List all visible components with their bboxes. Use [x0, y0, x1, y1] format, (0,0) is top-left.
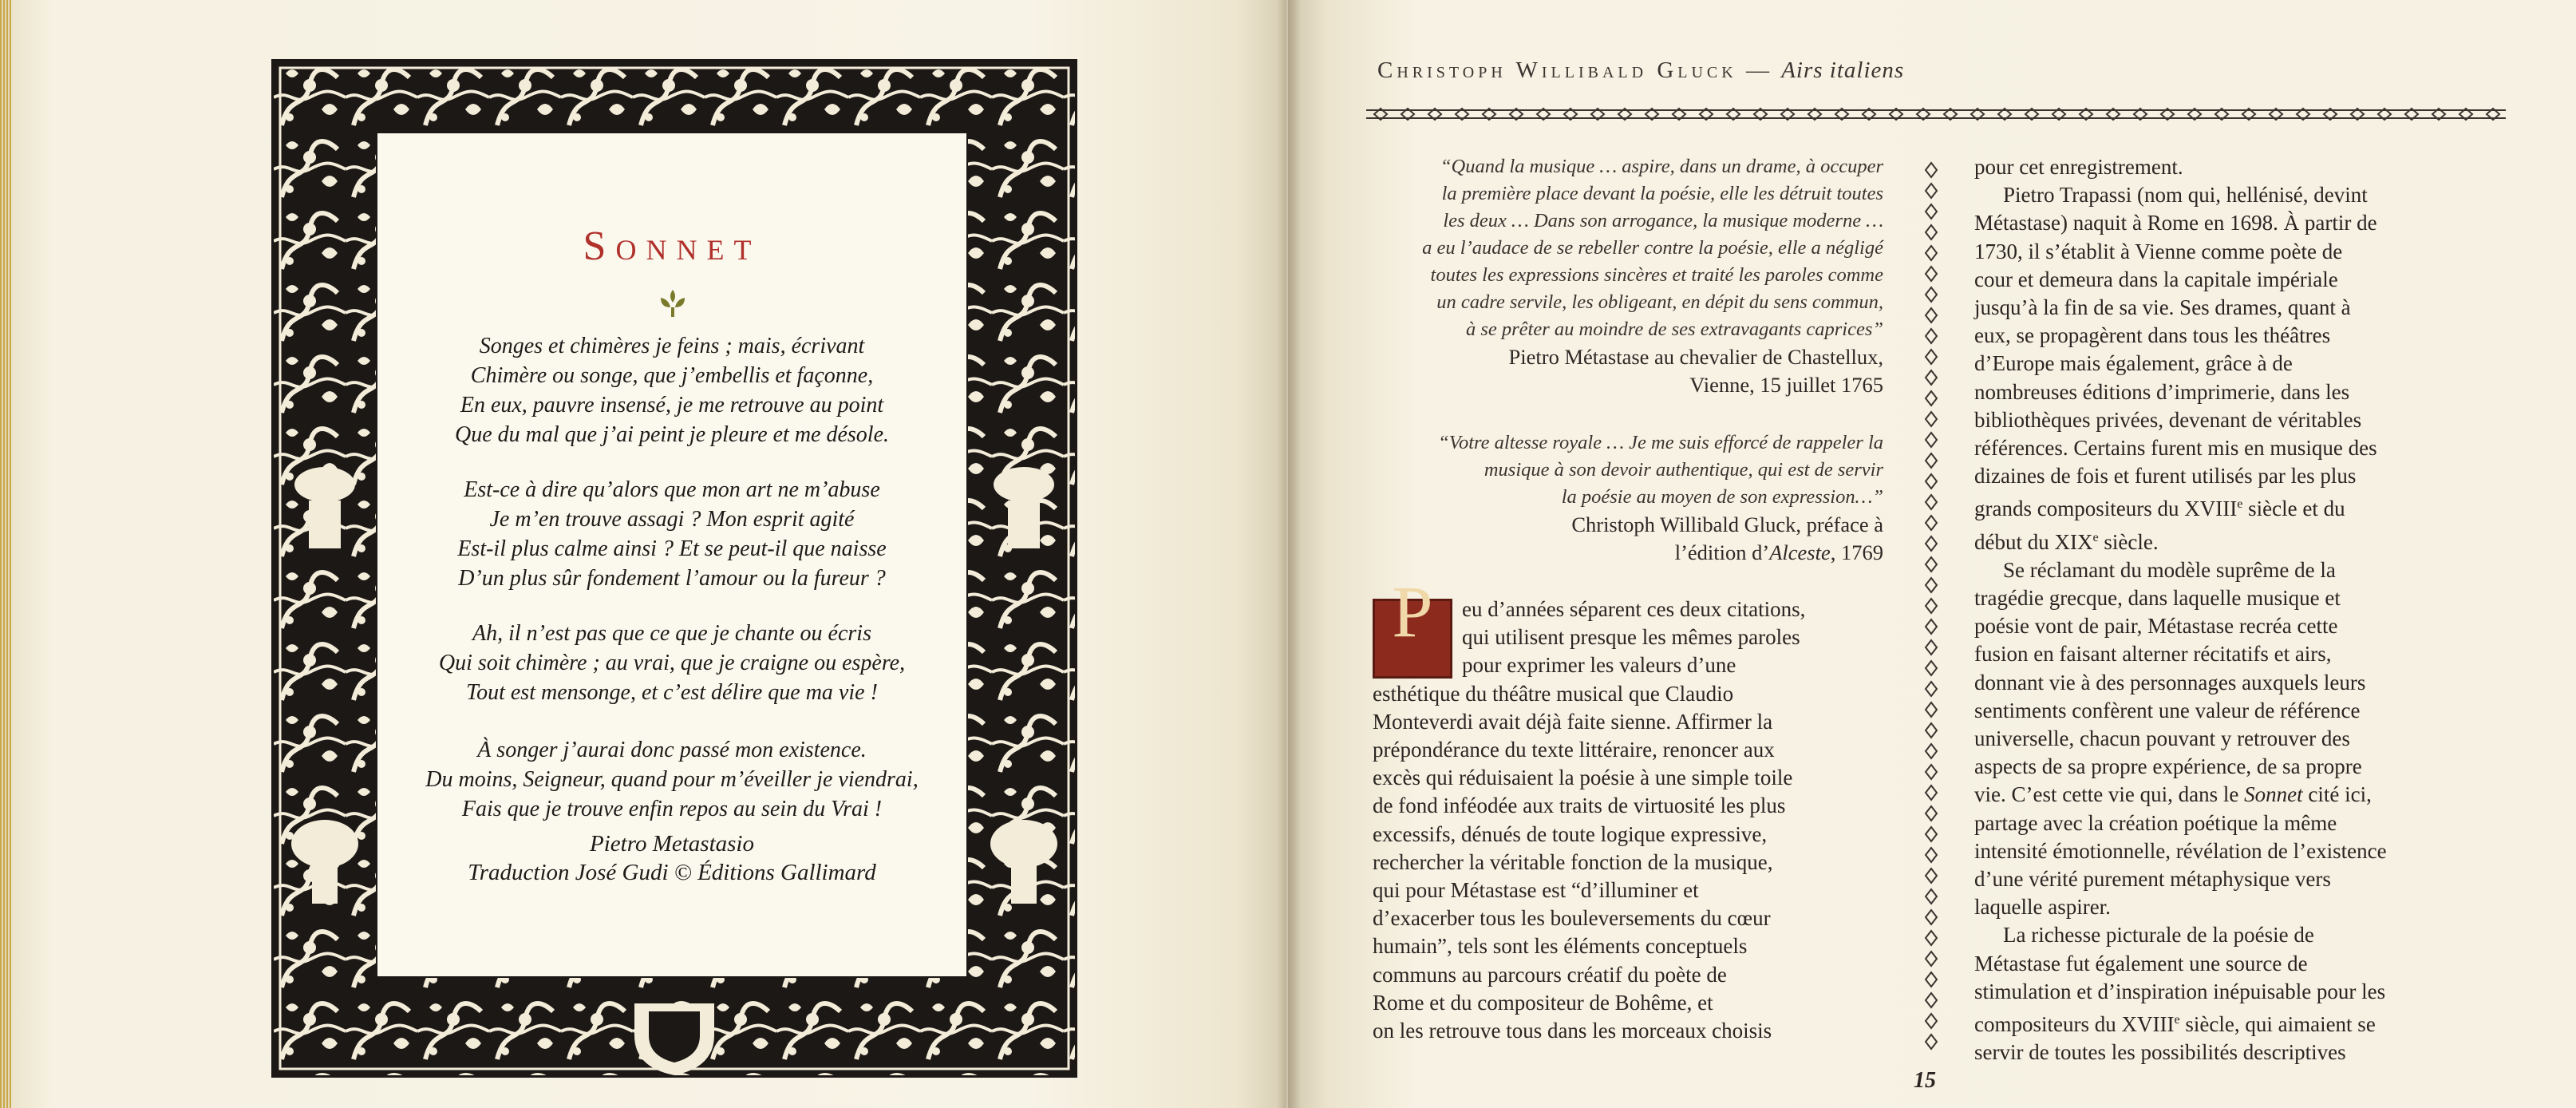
- body-line: eu d’années séparent ces deux citations,: [1462, 597, 1806, 621]
- body-line: stimulation et d’inspiration inépuisable pour les: [1974, 979, 2386, 1003]
- body-line: universelle, chacun pouvant y retrouver des: [1974, 726, 2350, 751]
- header-composer: Christoph Willibald Gluck: [1377, 57, 1737, 83]
- body-line: cour et demeura dans la capitale impériale: [1974, 267, 2338, 291]
- stanza-2: [377, 475, 966, 593]
- stanza-1: [377, 331, 966, 449]
- quote-line: “Quand la musique … aspire, dans un drame, à occuper: [1440, 156, 1883, 177]
- gluck-attribution-year: , 1769: [1830, 540, 1883, 564]
- poem-line: D’un plus sûr fondement l’amour ou la fureur ?: [458, 566, 886, 591]
- body-line: dizaines de fois et furent utilisés par les plus: [1974, 464, 2357, 489]
- page-number: 15: [1914, 1068, 1936, 1093]
- attribution-line: Vienne, 15 juillet 1765: [1689, 373, 1883, 397]
- body-line: laquelle aspirer.: [1974, 895, 2111, 920]
- body-line: excès qui réduisaient la poésie à une simple toile: [1373, 766, 1793, 790]
- body-line: rechercher la véritable fonction de la musique,: [1373, 849, 1773, 874]
- poem-line: Qui soit chimère ; au vrai, que je craigne ou espère,: [438, 651, 906, 675]
- text-fragment: grands compositeurs du XVIII: [1974, 497, 2238, 521]
- text-fragment: vie. C’est cette vie qui, dans le: [1974, 782, 2245, 807]
- metastase-quote: [1373, 153, 1883, 343]
- body-line: donnant vie à des personnages auxquels leurs: [1974, 670, 2366, 694]
- body-line: pour cet enregistrement.: [1974, 155, 2183, 179]
- body-line: poésie vont de pair, Métastase recréa cette: [1974, 614, 2338, 639]
- page-gilt-edge: [0, 0, 11, 1108]
- poem-line: Est-il plus calme ainsi ? Et se peut-il que naisse: [457, 536, 887, 561]
- col2-sup-line: [1974, 490, 2469, 523]
- body-line: partage avec la création poétique la même: [1974, 810, 2337, 835]
- body-line: fusion en faisant alterner récitatifs et airs,: [1974, 642, 2332, 667]
- text-fragment: début du XIX: [1974, 529, 2093, 554]
- book-gutter: [1277, 0, 1301, 1108]
- gluck-quote: [1373, 429, 1883, 511]
- body-line: 1730, il s’établit à Vienne comme poète de: [1974, 239, 2343, 263]
- sonnet-panel: [376, 132, 968, 978]
- body-line: tragédie grecque, dans laquelle musique et: [1974, 586, 2341, 611]
- poem-line: Du moins, Seigneur, quand pour m’éveiller je viendrai,: [425, 767, 919, 792]
- body-line: esthétique du théâtre musical que Claudio: [1373, 681, 1734, 706]
- col2-final-line: servir de toutes les possibilités descriptives: [1974, 1040, 2346, 1065]
- ornamental-frame: [271, 59, 1077, 1078]
- text-fragment: siècle et du: [2242, 497, 2345, 521]
- text-fragment: siècle.: [2098, 529, 2159, 554]
- quote-line: la première place devant la poésie, elle les détruit toutes: [1441, 183, 1883, 204]
- body-line: qui utilisent presque les mêmes paroles: [1462, 625, 1800, 650]
- text-fragment: compositeurs du XVIII: [1974, 1012, 2175, 1037]
- gluck-attribution: [1373, 511, 1883, 567]
- body-line: d’Europe mais également, grâce à de: [1974, 351, 2293, 376]
- poem-line: Songes et chimères je feins ; mais, écrivant: [479, 334, 865, 358]
- alceste-title: Alceste: [1769, 540, 1831, 564]
- body-line: La richesse picturale de la poésie de: [2003, 923, 2314, 948]
- quote-line: musique à son devoir authentique, qui est de servir: [1484, 459, 1883, 481]
- body-line: de fond inféodée aux traits de virtuosité les plus: [1373, 793, 1786, 818]
- body-line: eux, se propagèrent dans tous les théâtres: [1974, 323, 2331, 348]
- gluck-attribution-prefix: l’édition d’: [1674, 540, 1770, 564]
- superscript: e: [2237, 497, 2243, 512]
- sonnet-title: Sonnet: [583, 224, 761, 269]
- col2-sonnet-line: [1974, 781, 2469, 809]
- body-line: humain”, tels sont les éléments conceptuels: [1373, 934, 1748, 959]
- left-column: [1373, 153, 1883, 1045]
- body-line: prépondérance du texte littéraire, renoncer aux: [1373, 738, 1775, 762]
- body-line: jusqu’à la fin de sa vie. Ses drames, quant à: [1974, 295, 2351, 320]
- poem-line: Chimère ou songe, que j’embellis et façonne,: [470, 363, 874, 388]
- superscript: e: [2174, 1012, 2180, 1027]
- body-line: sentiments confèrent une valeur de référence: [1974, 698, 2361, 722]
- fleuron-icon: [645, 287, 701, 319]
- right-column: [1974, 153, 2469, 1067]
- body-line: Pietro Trapassi (nom qui, hellénisé, devint: [2003, 183, 2368, 208]
- translation-credit: Traduction José Gudi © Éditions Gallimard: [468, 860, 876, 885]
- gluck-attribution-line1: Christoph Willibald Gluck, préface à: [1571, 512, 1883, 536]
- body-line: bibliothèques privées, devenant de véritables: [1974, 407, 2362, 432]
- text-fragment: cité ici,: [2302, 782, 2372, 807]
- quote-line: a eu l’audace de se rebeller contre la poésie, elle a négligé: [1422, 237, 1883, 259]
- body-line: on les retrouve tous dans les morceaux choisis: [1373, 1019, 1772, 1043]
- stanza-3: [377, 619, 966, 707]
- quote-line: la poésie au moyen de son expression…”: [1561, 486, 1883, 508]
- poem-line: Ah, il n’est pas que ce que je chante ou écris: [472, 621, 871, 646]
- body-line: Monteverdi avait déjà faite sienne. Affirmer la: [1373, 709, 1773, 734]
- body-line: intensité émotionnelle, révélation de l’existence: [1974, 838, 2387, 863]
- body-line: Métastase) naquit à Rome en 1698. À partir de: [1974, 211, 2377, 235]
- header-subtitle: Airs italiens: [1781, 57, 1905, 83]
- poem-line: Est-ce à dire qu’alors que mon art ne m’abuse: [464, 477, 880, 502]
- body-line: aspects de sa propre expérience, de sa propre: [1974, 754, 2362, 779]
- drop-cap: [1373, 571, 1452, 679]
- body-line: pour exprimer les valeurs d’une: [1462, 653, 1736, 678]
- quote-line: les deux … Dans son arrogance, la musique moderne …: [1443, 210, 1883, 231]
- quote-line: à se prêter au moindre de ses extravagants caprices”: [1465, 319, 1883, 340]
- text-fragment: siècle, qui aimaient se: [2179, 1012, 2376, 1037]
- poem-line: À songer j’aurai donc passé mon existence.: [477, 738, 867, 762]
- body-line: Métastase fut également une source de: [1974, 951, 2308, 975]
- attribution-line: Pietro Métastase au chevalier de Chastellux,: [1508, 345, 1883, 369]
- poem-line: Fais que je trouve enfin repos au sein du Vrai !: [461, 797, 883, 821]
- stanza-4: [377, 735, 966, 824]
- body-line: excessifs, dénués de toute logique expressive,: [1373, 821, 1768, 846]
- body-line: d’exacerber tous les bouleversements du cœur: [1373, 906, 1771, 931]
- ornamental-rule: [1366, 104, 2506, 125]
- poem-author: Pietro Metastasio: [590, 831, 754, 857]
- body-line: qui pour Métastase est “d’illuminer et: [1373, 878, 1699, 903]
- drop-cap-letter: P: [1392, 571, 1433, 652]
- quote-line: toutes les expressions sincères et traité les paroles comme: [1430, 264, 1883, 286]
- quote-line: “Votre altesse royale … Je me suis efforcé de rappeler la: [1438, 432, 1883, 453]
- poem-line: En eux, pauvre insensé, je me retrouve au point: [460, 393, 884, 417]
- body-paragraph-1: [1373, 571, 1883, 1045]
- superscript: e: [2092, 529, 2099, 544]
- body-line: nombreuses éditions d’imprimerie, dans les: [1974, 379, 2350, 404]
- body-line: Se réclamant du modèle suprême de la: [2003, 557, 2336, 582]
- body-line: communs au parcours créatif du poète de: [1373, 962, 1727, 987]
- sonnet-ref: Sonnet: [2244, 782, 2303, 807]
- poem-line: Je m’en trouve assagi ? Mon esprit agité: [489, 507, 855, 532]
- col2-sup-line2: [1974, 524, 2469, 556]
- vertical-ornament: [1923, 160, 1939, 1062]
- header-dash: —: [1736, 57, 1772, 83]
- poem-line: Que du mal que j’ai peint je pleure et me désole.: [454, 422, 890, 447]
- body-line: Rome et du compositeur de Bohême, et: [1373, 990, 1713, 1015]
- col2-last-line: [1974, 1006, 2469, 1039]
- quote-line: un cadre servile, les obligeant, en dépit du sens commun,: [1436, 291, 1883, 313]
- metastase-attribution: [1373, 343, 1883, 399]
- body-line: d’une vérité purement métaphysique vers: [1974, 867, 2331, 892]
- running-header: [1377, 57, 1904, 84]
- poem-line: Tout est mensonge, et c’est délire que ma vie !: [466, 680, 878, 705]
- body-line: références. Certains furent mis en musique des: [1974, 436, 2377, 461]
